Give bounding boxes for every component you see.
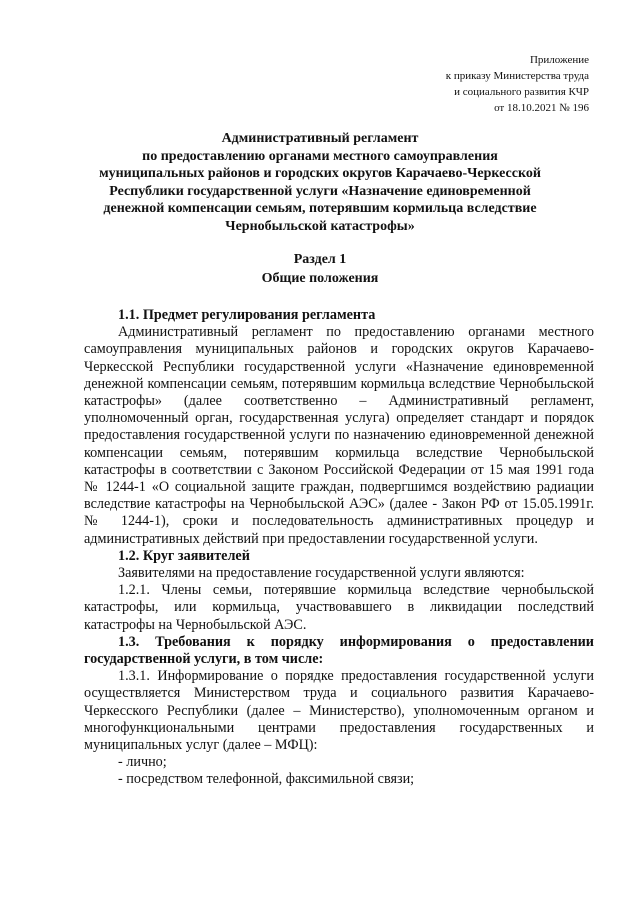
- paragraph-1-3-1: 1.3.1. Информирование о порядке предоставления государственной услуги осуществляется Министерством труда и социального развития Карачаево-Черкесского Республики (далее – Министерство), уполномоченным органом и многофункциональными центрами предоставления государственных и муниципальных услуг (далее – МФЦ):: [84, 668, 594, 754]
- appendix-line: Приложение: [529, 54, 589, 66]
- document-body: [84, 307, 594, 789]
- title-line: денежной компенсации семьям, потерявшим кормильца вследствие: [103, 201, 537, 217]
- paragraph-1-2-intro: Заявителями на предоставление государственной услуги являются:: [118, 565, 525, 582]
- section-number: Раздел 1: [293, 252, 347, 267]
- paragraph-1-1: Административный регламент по предоставлению органами местного самоуправления муниципальных районов и городских округов Карачаево-Черкесской Республики государственной услуги «Назначение единовременной денежной компенсации семьям, потерявшим кормильца вследствие Чернобыльской катастрофы» (далее соответственно – Административный регламент, уполномоченный орган, государственная услуга) определяет стандарт и порядок предоставления государственной услуги по назначению единовременной денежной компенсации семьям, потерявшим кормильца вследствие Чернобыльской катастрофы в соответствии с Законом Российской Федерации от 15 мая 1991 года № 1244-1 «О социальной защите граждан, подвергшимся воздействию радиации вследствие катастрофы на Чернобыльской АЭС» (далее - Закон РФ от 15.05.1991г. № 1244-1), сроки и последовательность административных процедур и административных действий при предоставлении государственной услуги.: [84, 324, 594, 547]
- subsection-heading-1-2: 1.2. Круг заявителей: [118, 547, 250, 564]
- appendix-line: к приказу Министерства труда: [445, 70, 589, 82]
- subsection-heading-1-3: 1.3. Требования к порядку информирования о предоставлении государственной услуги, в том числе:: [84, 633, 594, 668]
- section-heading: [70, 250, 570, 288]
- title-line: Административный регламент: [221, 131, 419, 146]
- document-title: [70, 130, 570, 236]
- subsection-heading-1-1: 1.1. Предмет регулирования регламента: [118, 307, 376, 323]
- list-item: - лично;: [118, 754, 167, 771]
- section-name: Общие положения: [261, 271, 379, 286]
- title-line: муниципальных районов и городских округов Карачаево-Черкесской: [99, 166, 541, 182]
- list-item: - посредством телефонной, факсимильной связи;: [118, 771, 415, 788]
- appendix-line: и социального развития КЧР: [454, 86, 589, 98]
- paragraph-1-2-1: 1.2.1. Члены семьи, потерявшие кормильца вследствие чернобыльской катастрофы, или кормильца, участвовавшего в ликвидации последствий катастрофы на Чернобыльской АЭС.: [84, 582, 594, 633]
- title-line: по предоставлению органами местного самоуправления: [142, 148, 498, 164]
- title-line: Республики государственной услуги «Назначение единовременной: [109, 183, 531, 199]
- appendix-line: от 18.10.2021 № 196: [494, 102, 589, 114]
- appendix-block: [446, 52, 589, 116]
- title-line: Чернобыльской катастрофы»: [225, 218, 415, 234]
